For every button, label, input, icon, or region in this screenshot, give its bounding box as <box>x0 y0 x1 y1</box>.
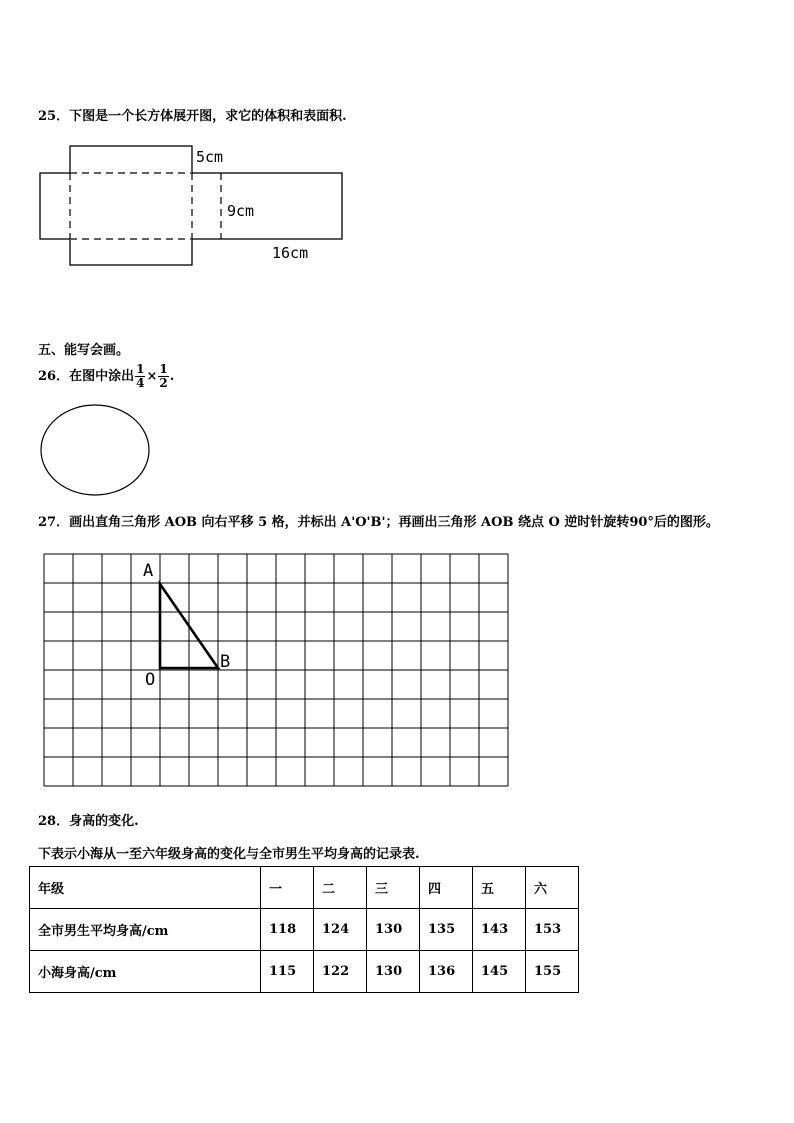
question-28-title: 28．身高的变化. <box>38 814 139 829</box>
fraction-one-quarter: $\frac{1}{4}$ <box>136 362 145 390</box>
table-header-cell: 年级 <box>30 867 261 909</box>
label-16cm: 16cm <box>272 244 309 262</box>
height-table <box>29 866 579 993</box>
fraction-one-half: $\frac{1}{2}$ <box>159 362 168 390</box>
table-header-cell: 二 <box>314 867 367 909</box>
net-fold-lines <box>70 173 221 239</box>
table-cell: 115 <box>261 951 314 993</box>
q26-prefix: 26．在图中涂出 <box>38 369 135 384</box>
section-5-title: 五、能写会画。 <box>38 343 130 358</box>
net-top-face <box>70 146 192 173</box>
label-9cm: 9cm <box>227 202 255 220</box>
point-b-label: B <box>220 652 231 672</box>
table-cell: 118 <box>261 909 314 951</box>
table-cell: 145 <box>473 951 526 993</box>
table-row <box>30 951 579 993</box>
grid-diagram[interactable] <box>0 540 560 800</box>
circle-to-shade[interactable] <box>38 404 154 500</box>
table-header-cell: 四 <box>420 867 473 909</box>
table-header-cell: 三 <box>367 867 420 909</box>
table-cell: 136 <box>420 951 473 993</box>
grid-lines <box>44 554 508 786</box>
table-header-cell: 一 <box>261 867 314 909</box>
point-a-label: A <box>143 561 154 581</box>
table-cell: 122 <box>314 951 367 993</box>
table-cell: 155 <box>526 951 579 993</box>
table-row-label: 小海身高/cm <box>30 951 261 993</box>
table-header-cell: 五 <box>473 867 526 909</box>
times-sign: × <box>146 369 158 384</box>
table-cell: 153 <box>526 909 579 951</box>
net-bottom-face <box>70 239 192 265</box>
question-26-text <box>38 362 174 392</box>
table-cell: 130 <box>367 909 420 951</box>
question-27-text: 27．画出直角三角形 AOB 向右平移 5 格，并标出 A'O'B'；再画出三角形 AOB 绕点 O 逆时针旋转90°后的图形。 <box>38 515 719 530</box>
table-row-label: 全市男生平均身高/cm <box>30 909 261 951</box>
table-cell: 130 <box>367 951 420 993</box>
table-cell: 124 <box>314 909 367 951</box>
cuboid-net-diagram <box>0 0 794 300</box>
table-header-row <box>30 867 579 909</box>
table-cell: 143 <box>473 909 526 951</box>
question-25-text: 25．下图是一个长方体展开图，求它的体积和表面积. <box>38 109 347 124</box>
point-o-label: O <box>145 670 156 690</box>
net-middle-strip <box>40 173 342 239</box>
table-cell: 135 <box>420 909 473 951</box>
question-28-description: 下表示小海从一至六年级身高的变化与全市男生平均身高的记录表. <box>38 847 420 862</box>
table-header-cell: 六 <box>526 867 579 909</box>
table-row <box>30 909 579 951</box>
label-5cm: 5cm <box>196 148 224 166</box>
q26-suffix: . <box>169 369 175 384</box>
